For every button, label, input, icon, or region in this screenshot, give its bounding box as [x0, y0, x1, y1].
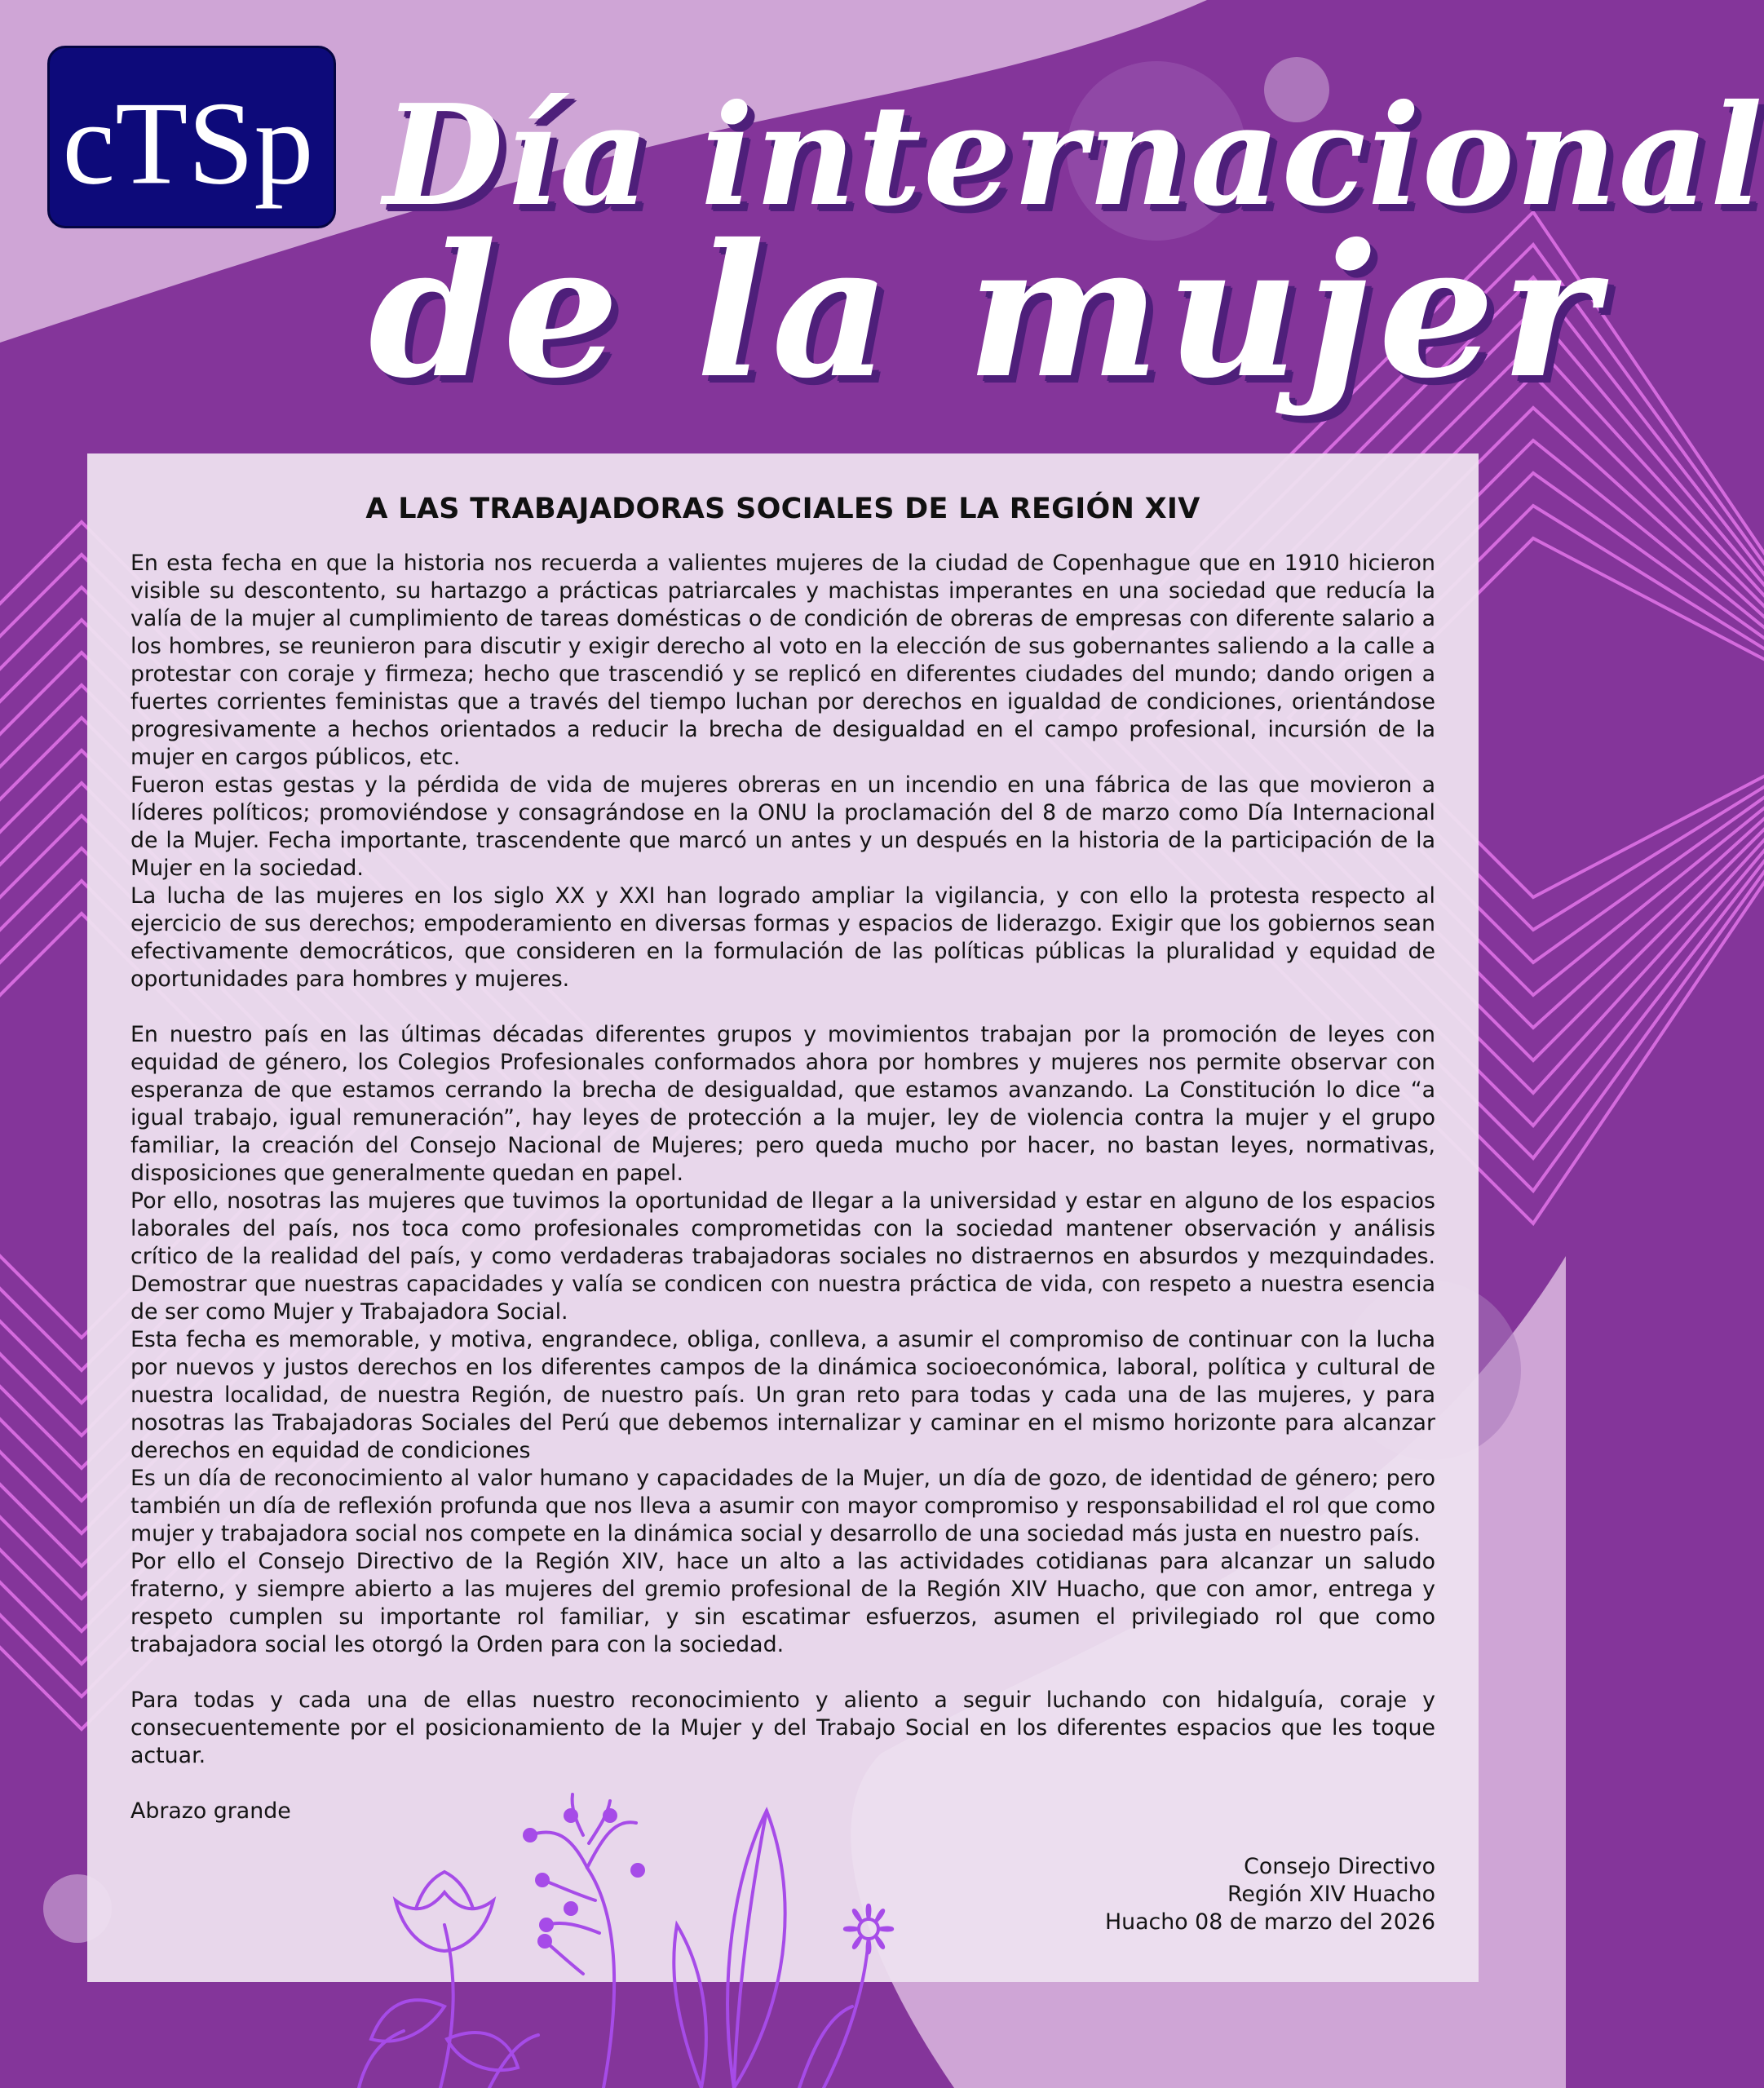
signature-line-2: Región XIV Huacho: [1227, 1882, 1435, 1907]
letter-paragraph-7: Es un día de reconocimiento al valor humano y capacidades de la Mujer, un día de gozo, de identidad de género; pero también un día de reflexión profunda que nos lleva a asumir con mayor compromiso y responsabilidad el rol que como mujer y trabajadora social nos compete en la dinámica social y desarrollo de una sociedad más justa en nuestro país.: [130, 1466, 1435, 1546]
letter-paragraph-3: La lucha de las mujeres en los siglo XX y XXI han logrado ampliar la vigilancia, y con ello la protesta respecto al ejercicio de sus derechos; empoderamiento en diversas formas y espacios de liderazgo. Exigir que los gobiernos sean efectivamente democráticos, que consideren en la formulación de las políticas públicas la pluralidad y equidad de oportunidades para hombres y mujeres.: [130, 883, 1435, 992]
letter-paragraph-2: Fueron estas gestas y la pérdida de vida de mujeres obreras en un incendio en una fábrica de las que movieron a líderes políticos; promoviéndose y consagrándose en la ONU la proclamación del 8 de marzo como Día Internacional de la Mujer. Fecha importante, trascendente que marcó un antes y un después en la historia de la participación de la Mujer en la sociedad.: [130, 772, 1435, 881]
logo-text: cTSp: [62, 77, 314, 210]
ctsp-logo: [47, 46, 336, 228]
letter-paragraph-4: En nuestro país en las últimas décadas diferentes grupos y movimientos trabajan por la promoción de leyes con equidad de género, los Colegios Profesionales conformados ahora por hombres y mujeres nos permite observar con esperanza de que estamos cerrando la brecha de desigualdad, que estamos avanzando. La Constitución lo dice “a igual trabajo, igual remuneración”, hay leyes de protección a la mujer, ley de violencia contra la mujer y el grupo familiar, la creación del Consejo Nacional de Mujeres; pero queda mucho por hacer, no bastan leyes, normativas, disposiciones que generalmente quedan en papel.: [130, 1022, 1435, 1186]
letter-paragraph-5: Por ello, nosotras las mujeres que tuvimos la oportunidad de llegar a la universidad y estar en alguno de los espacios laborales del país, nos toca como profesionales comprometidas con la sociedad mantener observación y análisis crítico de la realidad del país, y como verdaderas trabajadoras sociales no distraernos en absurdos y mezquindades. Demostrar que nuestras capacidades y valía se condicen con nuestra práctica de vida, con respeto a nuestra esencia de ser como Mujer y Trabajadora Social.: [130, 1188, 1435, 1325]
letter-closing: Abrazo grande: [130, 1798, 291, 1824]
letter-card: [87, 453, 1479, 1982]
signature-block: [1105, 1853, 1435, 1936]
letter-paragraph-9: Para todas y cada una de ellas nuestro reconocimiento y aliento a seguir luchando con hidalguía, coraje y consecuentemente por el posicionamiento de la Mujer y del Trabajo Social en los diferentes espacios que les toque actuar.: [130, 1688, 1435, 1768]
letter-paragraph-8: Por ello el Consejo Directivo de la Región XIV, hace un alto a las actividades cotidianas para alcanzar un saludo fraterno, y siempre abierto a las mujeres del gremio profesional de la Región XIV Huacho, que con amor, entrega y respeto cumplen su importante rol familiar, y sin escatimar esfuerzos, asumen el privilegiado rol que como trabajadora social les otorgó la Orden para con la sociedad.: [130, 1549, 1435, 1657]
title-line-2: de la mujer: [369, 204, 1604, 418]
title-line-1: Día internacional: [383, 74, 1764, 237]
signature-date: Huacho 08 de marzo del 2026: [1105, 1909, 1435, 1935]
letter-paragraph-6: Esta fecha es memorable, y motiva, engrandece, obliga, conlleva, a asumir el compromiso de continuar con la lucha por nuevos y justos derechos en los diferentes campos de la dinámica socioeconómica, laboral, política y cultural de nuestra localidad, de nuestra Región, de nuestro país. Un gran reto para todas y cada una de las mujeres, y para nosotras las Trabajadoras Sociales del Perú que debemos internalizar y caminar en el mismo horizonte para alcanzar derechos en equidad de condiciones: [130, 1327, 1435, 1463]
letter-paragraph-1: En esta fecha en que la historia nos recuerda a valientes mujeres de la ciudad de Copenhague que en 1910 hicieron visible su descontento, su hartazgo a prácticas patriarcales y machistas imperantes en una sociedad que reducía la valía de la mujer al cumplimiento de tareas domésticas o de condición de obreras de empresas con diferente salario a los hombres, se reunieron para discutir y exigir derecho al voto en la elección de sus gobernantes saliendo a la calle a protestar con coraje y firmeza; hecho que trascendió y se replicó en diferentes ciudades del mundo; dando origen a fuertes corrientes feministas que a través del tiempo luchan por derechos en igualdad de condiciones, orientándose progresivamente a hechos orientados a reducir la brecha de desigualdad en el campo profesional, incursión de la mujer en cargos públicos, etc.: [130, 551, 1435, 770]
letter-heading: A LAS TRABAJADORAS SOCIALES DE LA REGIÓN XIV: [365, 493, 1200, 525]
signature-line-1: Consejo Directivo: [1244, 1854, 1435, 1879]
